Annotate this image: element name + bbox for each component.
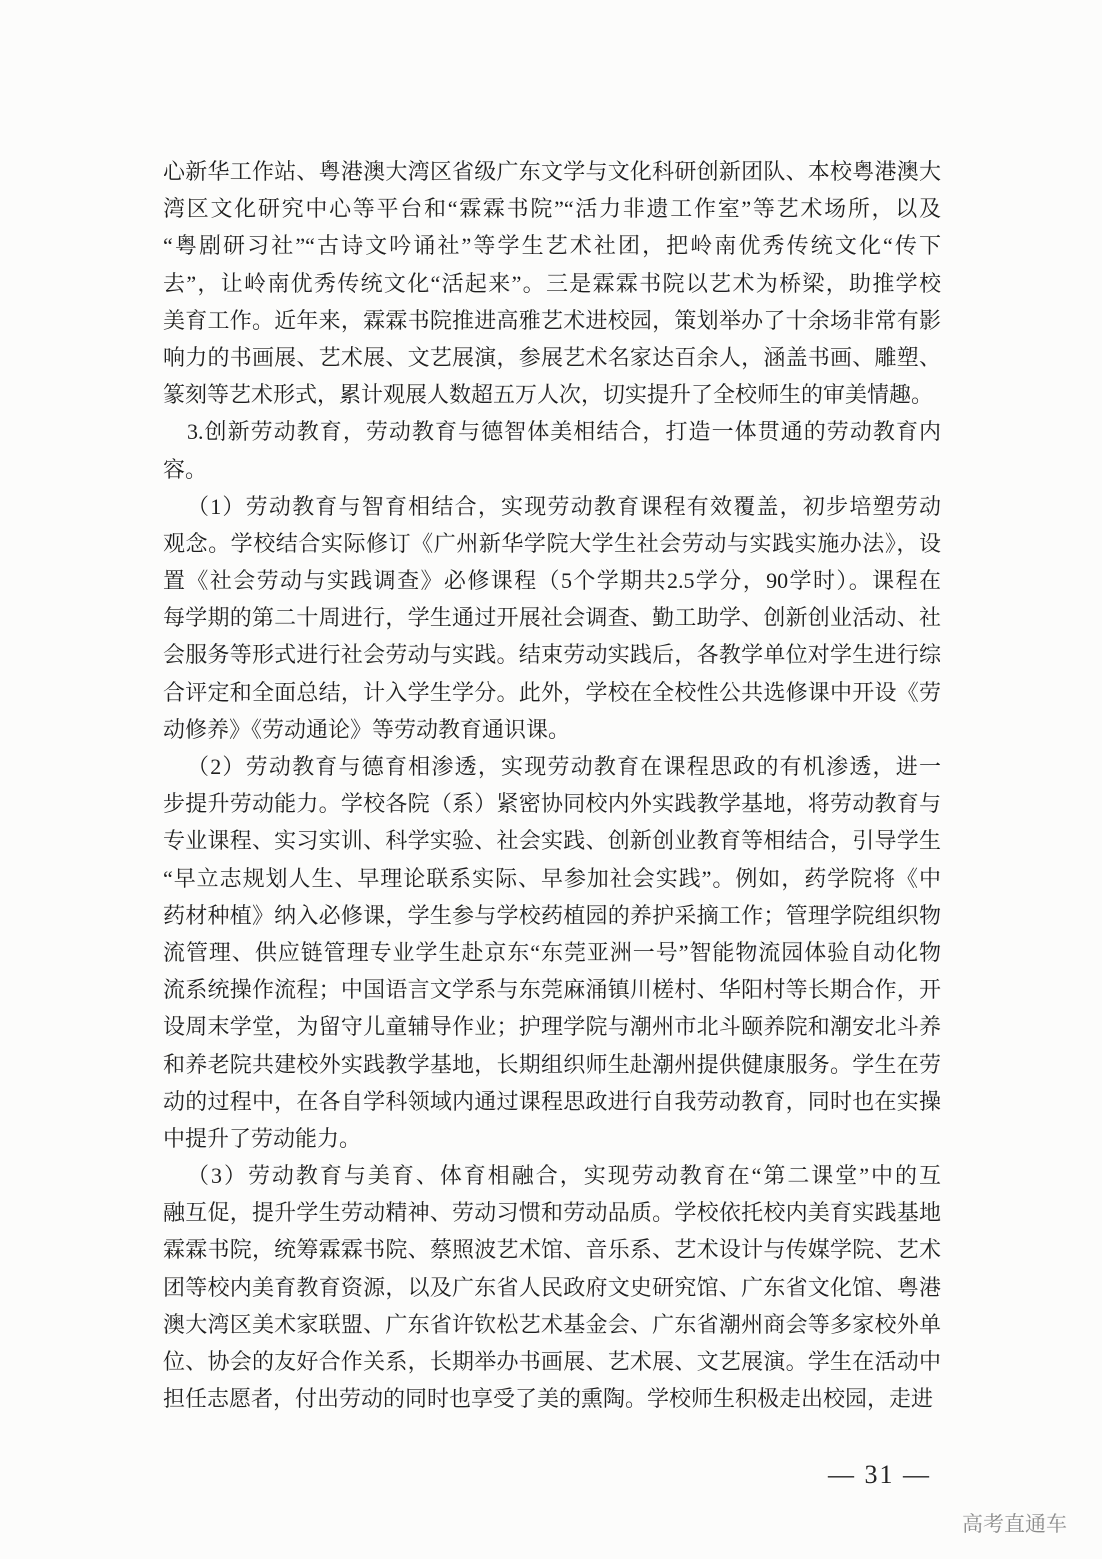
paragraph — [163, 488, 941, 748]
text-line: 药材种植》纳入必修课，学生参与学校药植园的养护采摘工作；管理学院组织物 — [163, 902, 941, 928]
text-line: 心新华工作站、粤港澳大湾区省级广东文学与文化科研创新团队、本校粤港澳大 — [163, 159, 941, 184]
text-line: 步提升劳动能力。学校各院（系）紧密协同校内外实践教学基地，将劳动教育与 — [163, 791, 941, 817]
text-line: 合评定和全面总结，计入学生学分。此外，学校在全校性公共选修课中开设《劳 — [163, 679, 941, 705]
text-line: （3）劳动教育与美育、体育相融合，实现劳动教育在“第二课堂”中的互 — [187, 1163, 941, 1189]
text-line: 动修养》《劳动通论》等劳动教育通识课。 — [163, 716, 571, 742]
text-line: 专业课程、实习实训、科学实验、社会实践、创新创业教育等相结合，引导学生 — [163, 828, 941, 854]
text-line: 置《社会劳动与实践调查》必修课程（5个学期共2.5学分，90学时）。课程在 — [163, 568, 941, 594]
text-line: （1）劳动教育与智育相结合，实现劳动教育课程有效覆盖，初步培塑劳动 — [187, 493, 941, 519]
text-line: 流管理、供应链管理专业学生赴京东“东莞亚洲一号”智能物流园体验自动化物 — [163, 939, 941, 965]
paragraph — [163, 1157, 941, 1417]
text-line: “粤剧研习社”“古诗文吟诵社”等学生艺术社团，把岭南优秀传统文化“传下 — [163, 233, 941, 259]
text-line: 响力的书画展、艺术展、文艺展演，参展艺术名家达百余人，涵盖书画、雕塑、 — [163, 344, 941, 370]
text-line: 篆刻等艺术形式，累计观展人数超五万人次，切实提升了全校师生的审美情趣。 — [163, 382, 934, 408]
text-line: 中提升了劳动能力。 — [163, 1125, 362, 1151]
text-line: 霖霖书院，统筹霖霖书院、蔡照波艺术馆、音乐系、艺术设计与传媒学院、艺术 — [163, 1237, 941, 1263]
text-line: 位、协会的友好合作关系，长期举办书画展、艺术展、文艺展演。学生在活动中 — [163, 1349, 941, 1374]
text-line: 团等校内美育教育资源，以及广东省人民政府文史研究馆、广东省文化馆、粤港 — [163, 1274, 941, 1300]
paragraph — [163, 413, 941, 487]
text-line: 澳大湾区美术家联盟、广东省许钦松艺术基金会、广东省潮州商会等多家校外单 — [163, 1311, 941, 1337]
text-line: 设周末学堂，为留守儿童辅导作业；护理学院与潮州市北斗颐养院和潮安北斗养 — [163, 1014, 941, 1040]
page-number: — 31 — — [828, 1460, 931, 1489]
text-line: 流系统操作流程；中国语言文学系与东莞麻涌镇川槎村、华阳村等长期合作，开 — [163, 977, 941, 1003]
text-line: 担任志愿者，付出劳动的同时也享受了美的熏陶。学校师生积极走出校园，走进 — [163, 1386, 934, 1412]
text-line: 容。 — [163, 456, 208, 482]
paragraph — [163, 748, 941, 1157]
text-line: 去”，让岭南优秀传统文化“活起来”。三是霖霖书院以艺术为桥梁，助推学校 — [163, 270, 941, 296]
text-line: 观念。学校结合实际修订《广州新华学院大学生社会劳动与实践实施办法》，设 — [163, 530, 941, 556]
text-line: 每学期的第二十周进行，学生通过开展社会调查、勤工助学、创新创业活动、社 — [163, 605, 941, 631]
text-line: （2）劳动教育与德育相渗透，实现劳动教育在课程思政的有机渗透，进一 — [187, 754, 941, 779]
text-line: “早立志规划人生、早理论联系实际、早参加社会实践”。例如，药学院将《中 — [163, 865, 941, 891]
paragraph — [163, 153, 941, 413]
text-line: 3.创新劳动教育，劳动教育与德智体美相结合，打造一体贯通的劳动教育内 — [187, 419, 941, 445]
text-line: 动的过程中，在各自学科领域内通过课程思政进行自我劳动教育，同时也在实操 — [163, 1088, 941, 1114]
text-line: 湾区文化研究中心等平台和“霖霖书院”“活力非遗工作室”等艺术场所，以及 — [163, 196, 941, 222]
text-line: 融互促，提升学生劳动精神、劳动习惯和劳动品质。学校依托校内美育实践基地 — [163, 1200, 941, 1226]
text-line: 美育工作。近年来，霖霖书院推进高雅艺术进校园，策划举办了十余场非常有影 — [163, 307, 941, 333]
document-body — [163, 153, 941, 1417]
watermark: 高考直通车 — [962, 1512, 1067, 1536]
text-line: 和养老院共建校外实践教学基地，长期组织师生赴潮州提供健康服务。学生在劳 — [163, 1051, 941, 1077]
text-line: 会服务等形式进行社会劳动与实践。结束劳动实践后，各教学单位对学生进行综 — [163, 642, 941, 668]
